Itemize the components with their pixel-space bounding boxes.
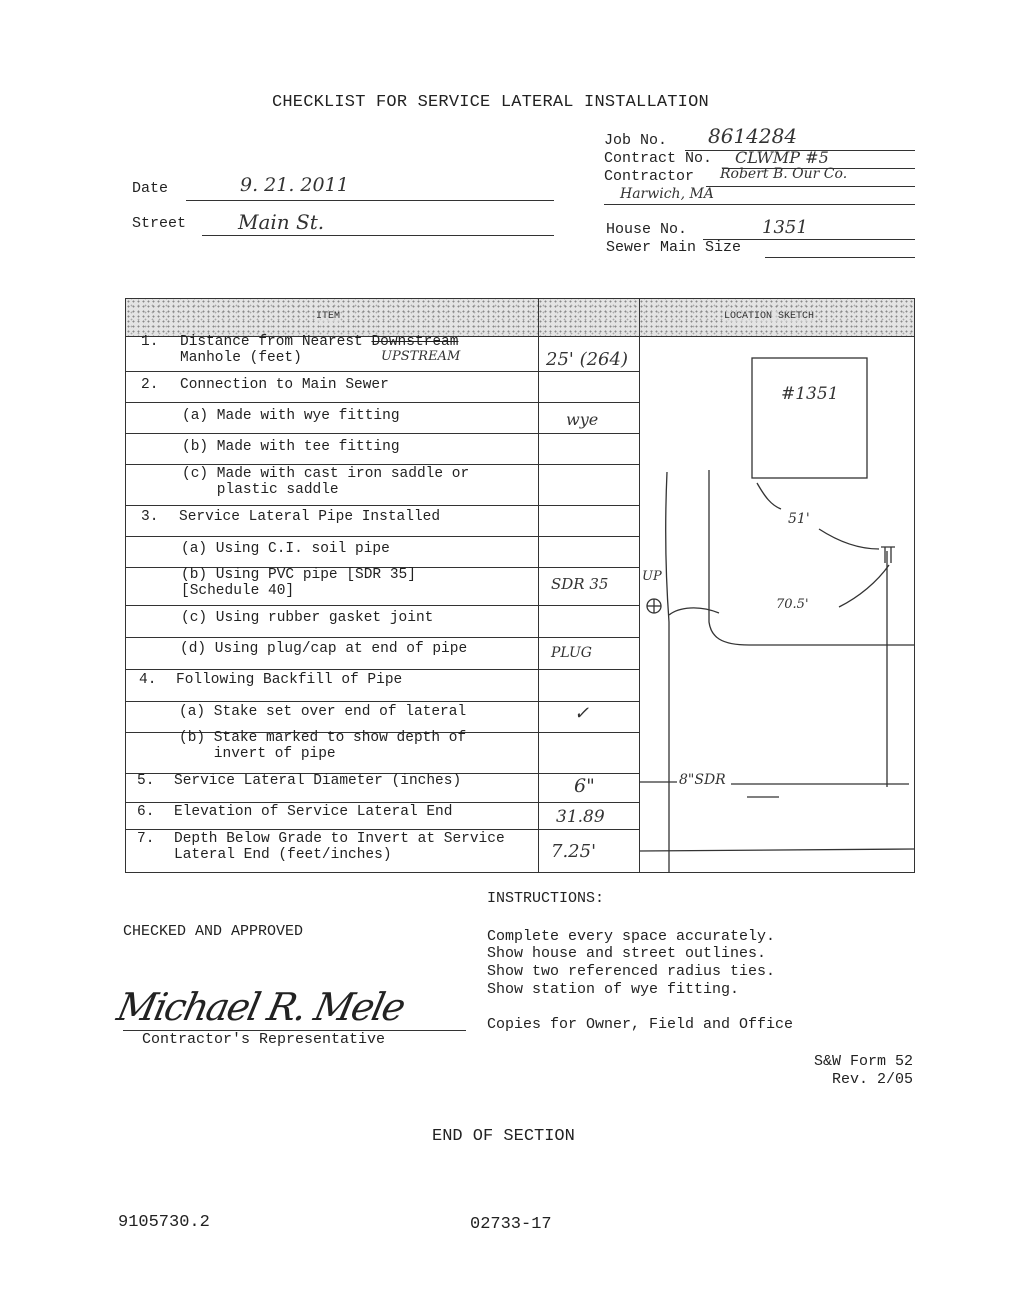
street-value[interactable]: Main St.: [238, 210, 325, 234]
row-7-number: 7.: [137, 831, 155, 847]
row-1-label-line2: Manhole (feet): [180, 350, 302, 366]
section-number: 02733-17: [470, 1215, 552, 1234]
sewer-main-size-label: Sewer Main Size: [606, 239, 742, 256]
row-3b-label-line2: [Schedule 40]: [181, 583, 295, 599]
job-no-value[interactable]: 8614284: [708, 124, 798, 148]
row-1-struck-text: Downstream: [371, 334, 459, 350]
tie-line-51b: [819, 529, 879, 549]
contractor-underline-2: [604, 204, 915, 205]
row-4a-label: (a) Stake set over end of lateral: [179, 704, 467, 720]
date-value[interactable]: 9. 21. 2011: [240, 174, 349, 196]
row-6-number: 6.: [137, 804, 155, 820]
date-underline: [186, 200, 554, 201]
instruction-line-4: Show station of wye fitting.: [487, 981, 740, 998]
item-header-label: ITEM: [316, 311, 341, 322]
sketch-header: [639, 299, 914, 337]
row-7-label: Depth Below Grade to Invert at Service: [174, 831, 505, 847]
sketch-main-label: 8"SDR: [679, 772, 726, 788]
row-3c-label: (c) Using rubber gasket joint: [181, 610, 434, 626]
row-2c-label: (c) Made with cast iron saddle or: [182, 466, 470, 482]
row-4b-label-line2: invert of pipe: [179, 746, 336, 762]
sketch-bottom-line: [639, 849, 914, 851]
instructions-heading: INSTRUCTIONS:: [487, 890, 605, 907]
tie-line-70: [839, 565, 889, 607]
contractor-signature: Michael R. Mele: [113, 985, 408, 1029]
instruction-line-2: Show house and street outlines.: [487, 945, 767, 962]
value-header: [538, 299, 639, 337]
contractor-value-2[interactable]: Harwich, MA: [620, 186, 714, 202]
contractor-representative-label: Contractor's Representative: [142, 1031, 386, 1048]
form-name: S&W Form 52: [813, 1053, 913, 1070]
date-label: Date: [132, 180, 169, 197]
sketch-dist-70: 70.5': [776, 597, 809, 612]
checked-approved-heading: CHECKED AND APPROVED: [123, 923, 304, 940]
street-underline: [202, 235, 554, 236]
document-number: 9105730.2: [118, 1213, 210, 1232]
form-revision: Rev. 2/05: [831, 1071, 913, 1088]
row-3d-value[interactable]: PLUG: [551, 645, 592, 661]
row-5-label: Service Lateral Diameter (inches): [174, 773, 462, 789]
row-7-value[interactable]: 7.25': [551, 841, 597, 862]
row-6-value[interactable]: 31.89: [556, 807, 605, 827]
column-divider-1: [538, 299, 539, 872]
stake-marker: [881, 547, 895, 563]
contractor-value-1[interactable]: Robert B. Our Co.: [720, 166, 848, 182]
row-3-number: 3.: [141, 509, 159, 525]
row-3b-label: (b) Using PVC pipe [SDR 35]: [181, 567, 416, 583]
row-3-label: Service Lateral Pipe Installed: [179, 509, 441, 525]
row-3a-label: (a) Using C.I. soil pipe: [181, 541, 390, 557]
row-4b-label: (b) Stake marked to show depth of: [179, 730, 467, 746]
row-5-number: 5.: [137, 773, 155, 789]
instruction-line-3: Show two referenced radius ties.: [487, 963, 776, 980]
item-header: [126, 299, 538, 337]
row-1-value[interactable]: 25' (264): [546, 349, 628, 370]
row-2c-label-line2: plastic saddle: [182, 482, 339, 498]
sketch-up-label: UP: [642, 569, 662, 584]
row-2a-value[interactable]: wye: [566, 410, 599, 429]
row-2a-label: (a) Made with wye fitting: [182, 408, 400, 424]
row-7-label-line2: Lateral End (feet/inches): [174, 847, 392, 863]
contract-no-label: Contract No.: [604, 150, 713, 167]
end-of-section: END OF SECTION: [432, 1127, 575, 1146]
row-2b-label: (b) Made with tee fitting: [182, 439, 400, 455]
row-1-number: 1.: [141, 334, 159, 350]
checklist-table: [125, 298, 915, 873]
row-4-number: 4.: [139, 672, 157, 688]
house-outline: [752, 358, 867, 478]
form-title: CHECKLIST FOR SERVICE LATERAL INSTALLATION: [272, 93, 709, 112]
row-4-label: Following Backfill of Pipe: [176, 672, 403, 688]
row-4a-value[interactable]: ✓: [574, 703, 590, 724]
row-3b-value[interactable]: SDR 35: [551, 575, 609, 593]
job-no-label: Job No.: [604, 132, 668, 149]
pipe-curve: [669, 608, 719, 615]
row-6-label: Elevation of Service Lateral End: [174, 804, 453, 820]
instruction-line-1: Complete every space accurately.: [487, 928, 776, 945]
row-2-number: 2.: [141, 377, 159, 393]
street-edge-left: [666, 472, 669, 873]
contract-no-value[interactable]: CLWMP #5: [735, 148, 829, 167]
sketch-header-label: LOCATION SKETCH: [724, 311, 815, 322]
contractor-underline-1: [706, 186, 915, 187]
sketch-dist-51: 51': [788, 511, 810, 527]
lateral-pipe: [709, 470, 914, 645]
sewer-main-size-underline: [765, 257, 915, 258]
contractor-label: Contractor: [604, 168, 695, 185]
tie-line-51: [757, 483, 781, 509]
house-no-label: House No.: [606, 221, 688, 238]
house-no-value[interactable]: 1351: [762, 217, 808, 238]
row-3d-label: (d) Using plug/cap at end of pipe: [180, 641, 468, 657]
row-2-label: Connection to Main Sewer: [180, 377, 389, 393]
sketch-house-label: #1351: [781, 384, 839, 404]
row-1-annotation: UPSTREAM: [381, 349, 461, 364]
row-5-value[interactable]: 6": [574, 775, 595, 797]
street-label: Street: [132, 215, 187, 232]
row-1-label: Distance from Nearest Downstream: [180, 334, 459, 350]
instructions-copies: Copies for Owner, Field and Office: [487, 1016, 794, 1033]
